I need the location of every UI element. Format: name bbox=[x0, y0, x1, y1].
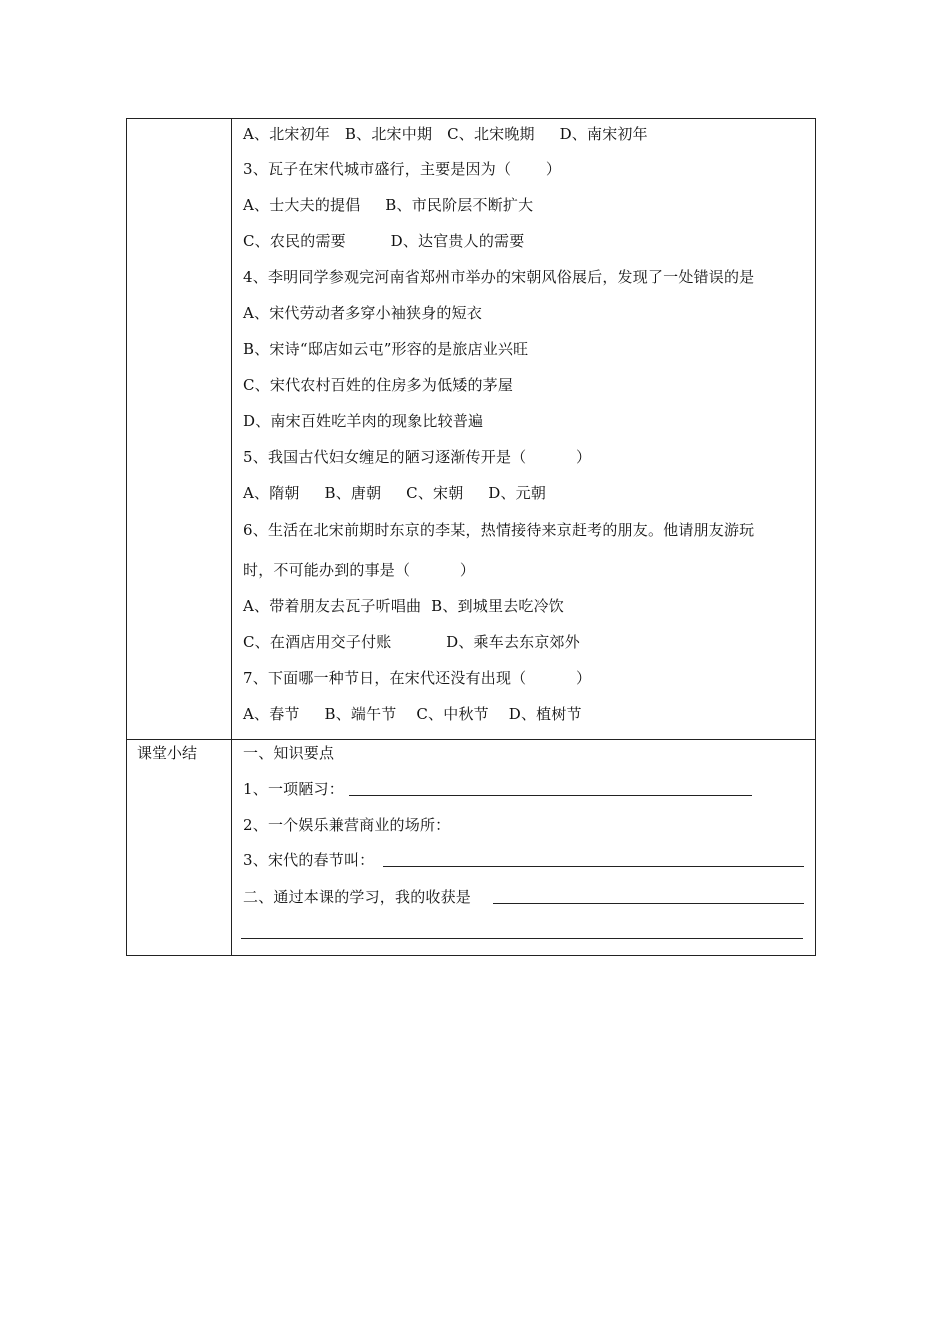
q4-option-a: A、宋代劳动者多穿小袖狭身的短衣 bbox=[243, 304, 483, 322]
summary-item-1: 1、一项陋习： bbox=[243, 780, 344, 798]
q5-options: A、隋朝 B、唐朝 C、宋朝 D、元朝 bbox=[243, 484, 547, 502]
answer-blank-harvest[interactable] bbox=[493, 903, 804, 904]
answer-blank-3[interactable] bbox=[383, 866, 804, 867]
answer-blank-1[interactable] bbox=[349, 795, 752, 796]
q5-stem: 5、我国古代妇女缠足的陋习逐渐传开是（ ） bbox=[243, 448, 592, 466]
q6-options-ab: A、带着朋友去瓦子听唱曲 B、到城里去吃冷饮 bbox=[243, 597, 564, 615]
q6-stem-line2: 时，不可能办到的事是（ ） bbox=[243, 561, 476, 579]
q7-stem: 7、下面哪一种节日，在宋代还没有出现（ ） bbox=[243, 669, 592, 687]
q4-option-b: B、宋诗“邸店如云屯”形容的是旅店业兴旺 bbox=[243, 340, 529, 358]
answer-blank-harvest-2[interactable] bbox=[241, 938, 803, 939]
q3-stem: 3、瓦子在宋代城市盛行，主要是因为（ ） bbox=[243, 160, 562, 178]
summary-harvest: 二、通过本课的学习，我的收获是 bbox=[243, 888, 472, 906]
summary-item-3: 3、宋代的春节叫： bbox=[243, 851, 375, 869]
q7-options: A、春节 B、端午节 C、中秋节 D、植树节 bbox=[243, 705, 582, 723]
row-divider bbox=[127, 739, 815, 740]
summary-heading: 一、知识要点 bbox=[243, 744, 335, 762]
summary-item-2: 2、一个娱乐兼营商业的场所： bbox=[243, 816, 451, 834]
summary-label: 课堂小结 bbox=[137, 744, 198, 762]
q3-options-ab: A、士大夫的提倡 B、市民阶层不断扩大 bbox=[243, 196, 534, 214]
q4-stem: 4、李明同学参观完河南省郑州市举办的宋朝风俗展后，发现了一处错误的是 bbox=[243, 268, 755, 286]
q6-options-cd: C、在酒店用交子付账 D、乘车去东京郊外 bbox=[243, 633, 580, 651]
worksheet-table bbox=[126, 118, 816, 956]
column-divider bbox=[231, 119, 232, 955]
q4-option-c: C、宋代农村百姓的住房多为低矮的茅屋 bbox=[243, 376, 514, 394]
q3-options-cd: C、农民的需要 D、达官贵人的需要 bbox=[243, 232, 525, 250]
q4-option-d: D、南宋百姓吃羊肉的现象比较普遍 bbox=[243, 412, 484, 430]
q2-options: A、北宋初年 B、北宋中期 C、北宋晚期 D、南宋初年 bbox=[243, 125, 648, 143]
q6-stem-line1: 6、生活在北宋前期时东京的李某，热情接待来京赶考的朋友。他请朋友游玩 bbox=[243, 521, 755, 539]
